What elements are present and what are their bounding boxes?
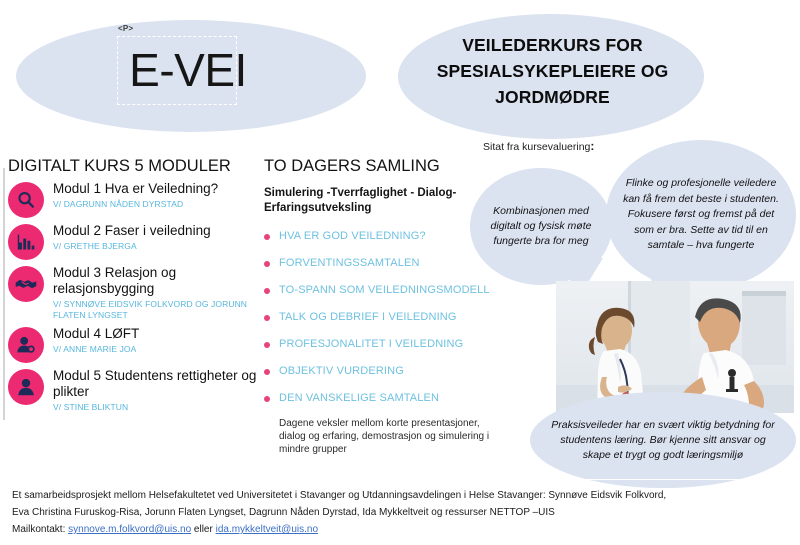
handshake-icon <box>8 266 44 302</box>
email-link-mykkeltveit[interactable]: ida.mykkeltveit@uis.no <box>215 524 319 535</box>
bullet-label: TALK OG DEBRIEF I VEILEDNING <box>279 311 457 323</box>
module-instructor: V/ STINE BLIKTUN <box>53 402 129 412</box>
module-title: Modul 3 Relasjon og relasjonsbygging <box>53 265 177 296</box>
bullet-dot-icon <box>264 315 270 321</box>
module-instructor: V/ DAGRUNN NÅDEN DYRSTAD <box>53 199 184 209</box>
module-body <box>53 264 258 321</box>
module-list <box>8 180 258 417</box>
bullet-label: FORVENTINGSSAMTALEN <box>279 257 420 269</box>
list-item[interactable] <box>8 325 258 363</box>
middle-column <box>264 186 492 456</box>
left-divider-rule <box>3 168 5 420</box>
module-body <box>53 325 139 355</box>
person-plus-icon <box>8 327 44 363</box>
module-body <box>53 222 211 252</box>
bullet-label: DEN VANSKELIGE SAMTALEN <box>279 392 440 404</box>
quote-bubble-2 <box>606 140 796 290</box>
module-title: Modul 5 Studentens rettigheter og plikter <box>53 368 257 399</box>
list-item[interactable] <box>264 230 492 243</box>
footer <box>12 487 790 538</box>
quote-text: Kombinasjonen med digitalt og fysisk møte fungerte bra for meg <box>490 205 592 247</box>
module-title: Modul 2 Faser i veiledning <box>53 223 211 238</box>
list-item[interactable] <box>264 284 492 297</box>
quote-text: Praksisveileder har en svært viktig betydning for studentens læring. Bør kjenne sitt ansvar og skape et trygt og godt læringsmiljø <box>551 418 775 461</box>
footer-line-2: Eva Christina Furuskog-Risa, Jorunn Flaten Lyngset, Dagrunn Nåden Dyrstad, Ida Mykkeltveit og ressurser NETTOP –UIS <box>12 507 555 518</box>
module-instructor: V/ GRETHE BJERGA <box>53 241 137 251</box>
middle-subtitle: Simulering -Tverrfaglighet - Dialog- Erfaringsutveksling <box>264 187 457 214</box>
quote-text: Flinke og profesjonelle veiledere kan få frem det beste i studenten. Fokusere først og fremst på det som er bra. Sette av tid til en samtale – hva fungerte <box>623 177 779 252</box>
email-link-folkvord[interactable]: synnove.m.folkvord@uis.no <box>68 524 192 535</box>
list-item[interactable] <box>264 257 492 270</box>
bullet-dot-icon <box>264 369 270 375</box>
paragraph-tag-marker: <P> <box>118 24 134 33</box>
module-title: Modul 4 LØFT <box>53 326 140 341</box>
list-item[interactable] <box>8 180 258 218</box>
bullet-dot-icon <box>264 396 270 402</box>
logo-text: E-VEI <box>129 44 247 96</box>
bullet-dot-icon <box>264 342 270 348</box>
bullet-dot-icon <box>264 288 270 294</box>
middle-column-heading: TO DAGERS SAMLING <box>264 157 440 175</box>
module-instructor: V/ SYNNØVE EIDSVIK FOLKVORD OG JORUNN FLATEN LYNGSET <box>53 299 248 320</box>
quote-label-text: Sitat fra kursevaluering <box>483 141 591 153</box>
list-item[interactable] <box>8 264 258 321</box>
list-item[interactable] <box>264 338 492 351</box>
list-item[interactable] <box>264 392 492 405</box>
list-item[interactable] <box>8 222 258 260</box>
bullet-label: TO-SPANN SOM VEILEDNINGSMODELL <box>279 284 490 296</box>
quote-section-label <box>483 139 594 153</box>
quote-label-colon: : <box>590 139 595 153</box>
bullet-label: PROFESJONALITET I VEILEDNING <box>279 338 464 350</box>
mail-label: Mailkontakt: <box>12 524 66 535</box>
quote-bubble-1 <box>470 168 612 285</box>
module-body <box>53 180 218 210</box>
mail-separator: eller <box>193 524 213 535</box>
magnifier-icon <box>8 182 44 218</box>
middle-column-note: Dagene veksler mellom korte presentasjoner, dialog og erfaring, demostrasjon og simulering i mindre grupper <box>279 418 490 455</box>
quote-bubble-3 <box>530 392 796 488</box>
list-item[interactable] <box>264 311 492 324</box>
bullet-dot-icon <box>264 261 270 267</box>
footer-line-1: Et samarbeidsprosjekt mellom Helsefakultetet ved Universitetet i Stavanger og Utdanningsavdelingen i Helse Stavanger: Synnøve Eidsvik Folkvord, <box>12 490 667 501</box>
footer-mail-line <box>12 521 790 538</box>
bullet-label: HVA ER GOD VEILEDNING? <box>279 230 426 242</box>
left-column-heading: DIGITALT KURS 5 MODULER <box>8 157 231 175</box>
list-item[interactable] <box>8 367 258 413</box>
module-instructor: V/ ANNE MARIE JOA <box>53 344 137 354</box>
bullet-dot-icon <box>264 234 270 240</box>
module-title: Modul 1 Hva er Veiledning? <box>53 181 219 196</box>
footer-divider <box>0 479 800 480</box>
list-item[interactable] <box>264 365 492 378</box>
person-icon <box>8 369 44 405</box>
bar-chart-icon <box>8 224 44 260</box>
module-body <box>53 367 258 413</box>
bullet-label: OBJEKTIV VURDERING <box>279 365 404 377</box>
page-title: VEILEDERKURS FOR SPESIALSYKEPLEIERE OG JORDMØDRE <box>436 35 669 107</box>
